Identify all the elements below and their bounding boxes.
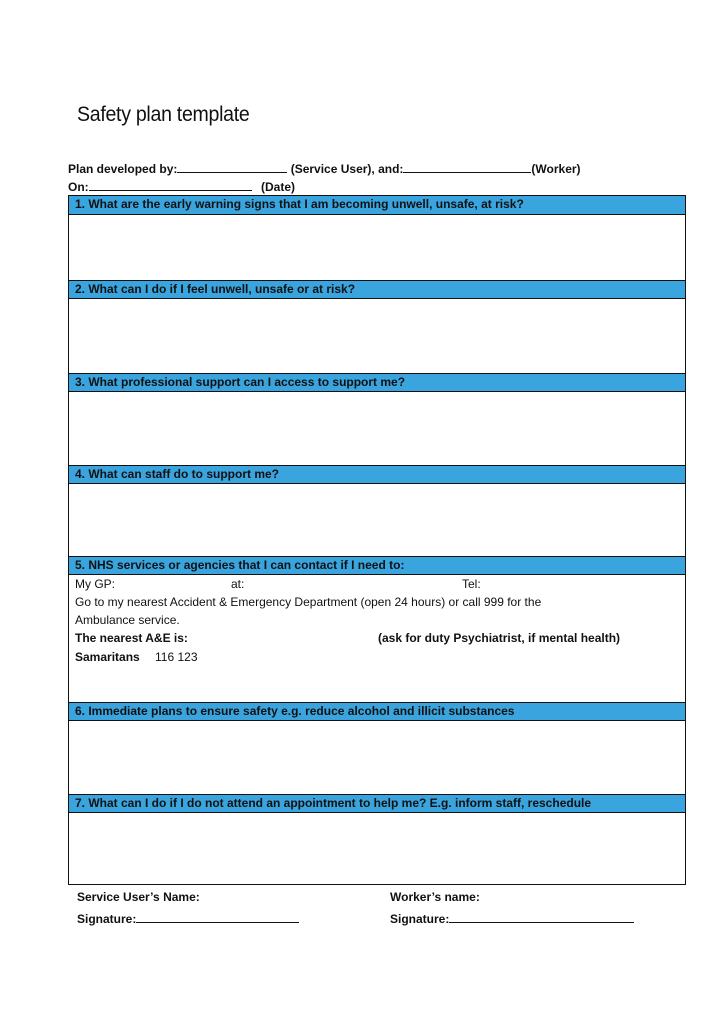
ae-instruction-line-2: Ambulance service. xyxy=(75,613,180,627)
worker-signature-label: Signature: xyxy=(390,912,450,926)
page-title: Safety plan template xyxy=(77,103,250,126)
samaritans-number: 116 123 xyxy=(155,650,198,664)
section-4-header: 4. What can staff do to support me? xyxy=(69,465,685,484)
on-label: On: xyxy=(68,180,89,194)
service-user-label: (Service User), and: xyxy=(290,162,404,176)
service-user-signature-blank[interactable] xyxy=(136,910,299,923)
section-1-answer-area[interactable] xyxy=(69,215,685,280)
section-5-header: 5. NHS services or agencies that I can contact if I need to: xyxy=(69,556,685,575)
plan-developed-by-row xyxy=(68,160,581,176)
section-5-content xyxy=(69,575,685,702)
worker-label: (Worker) xyxy=(531,162,581,176)
service-user-blank[interactable] xyxy=(177,160,287,173)
safety-plan-form xyxy=(68,195,686,885)
date-label: (Date) xyxy=(261,180,296,194)
date-row xyxy=(68,178,295,194)
section-2-answer-area[interactable] xyxy=(69,299,685,373)
gp-tel-label: Tel: xyxy=(462,577,481,591)
section-4-answer-area[interactable] xyxy=(69,484,685,556)
nearest-ae-label: The nearest A&E is: xyxy=(75,631,188,645)
plan-developed-by-label: Plan developed by: xyxy=(68,162,178,176)
section-6-answer-area[interactable] xyxy=(69,721,685,794)
service-user-name-label: Service User’s Name: xyxy=(77,890,200,904)
duty-psychiatrist-note: (ask for duty Psychiatrist, if mental health) xyxy=(378,631,621,645)
section-3-answer-area[interactable] xyxy=(69,392,685,465)
section-7-header: 7. What can I do if I do not attend an appointment to help me? E.g. inform staff, reschedule xyxy=(69,794,685,813)
worker-signature-row xyxy=(390,910,634,926)
section-1-header: 1. What are the early warning signs that I am becoming unwell, unsafe, at risk? xyxy=(69,196,685,215)
section-7-answer-area[interactable] xyxy=(69,813,685,884)
worker-name-label: Worker’s name: xyxy=(390,890,480,904)
my-gp-label: My GP: xyxy=(75,577,116,591)
section-6-header: 6. Immediate plans to ensure safety e.g. reduce alcohol and illicit substances xyxy=(69,702,685,721)
date-blank[interactable] xyxy=(89,178,252,191)
worker-blank[interactable] xyxy=(403,160,531,173)
service-user-signature-label: Signature: xyxy=(77,912,137,926)
worker-signature-blank[interactable] xyxy=(449,910,634,923)
gp-at-label: at: xyxy=(231,577,245,591)
service-user-signature-row xyxy=(77,910,299,926)
section-2-header: 2. What can I do if I feel unwell, unsafe or at risk? xyxy=(69,280,685,299)
ae-instruction-line-1: Go to my nearest Accident & Emergency Department (open 24 hours) or call 999 for the xyxy=(75,595,542,609)
samaritans-label: Samaritans xyxy=(75,650,140,664)
section-3-header: 3. What professional support can I access to support me? xyxy=(69,373,685,392)
